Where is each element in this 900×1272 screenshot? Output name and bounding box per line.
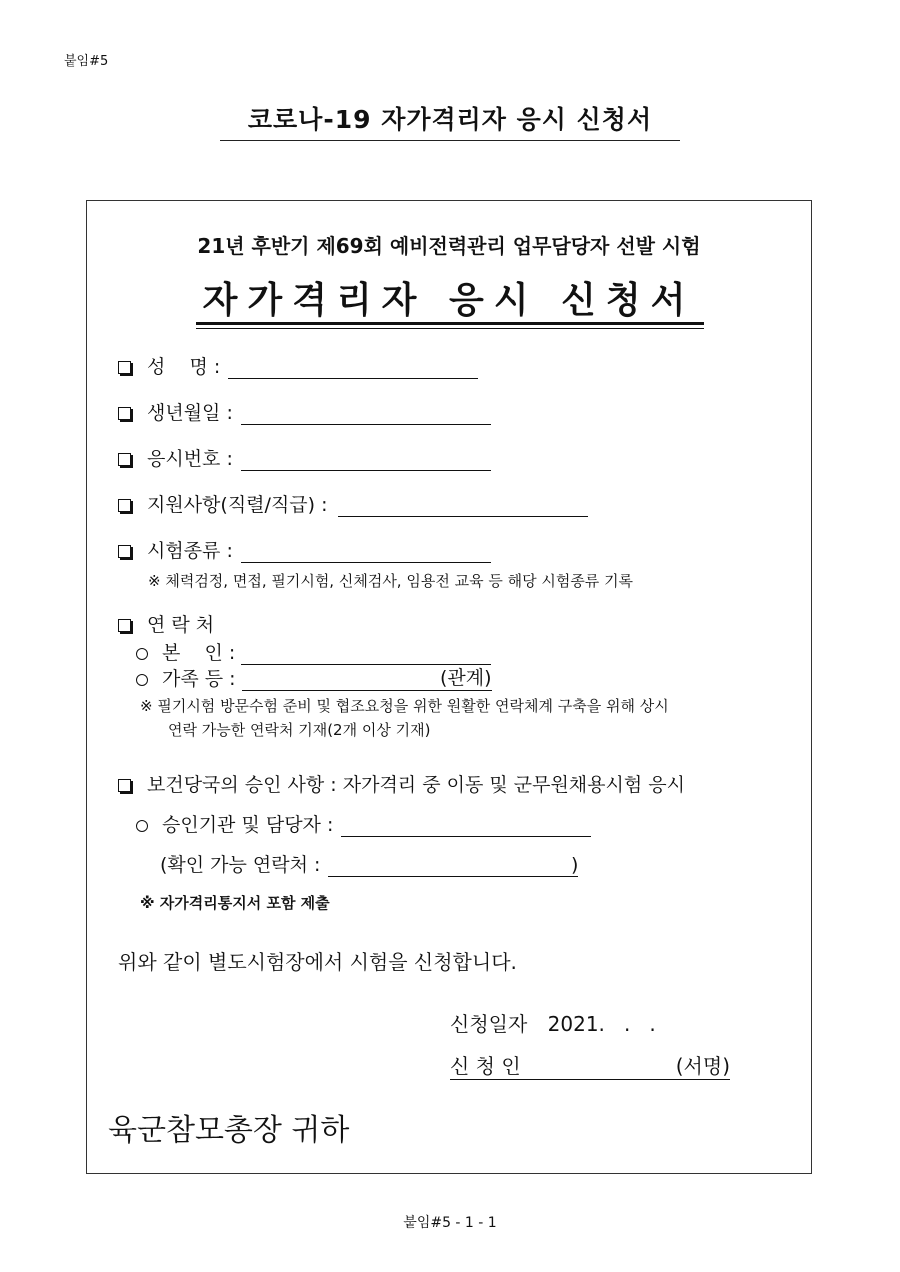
family-contact-field[interactable] xyxy=(242,668,492,691)
signature-label: (서명) xyxy=(675,1054,730,1078)
checkbox-icon xyxy=(118,407,131,420)
contact-note-line2: 연락 가능한 연락처 기재(2개 이상 기재) xyxy=(168,721,431,739)
name-label: 성 명 : xyxy=(147,356,221,378)
exam-type-label: 시험종류 : xyxy=(147,540,233,562)
exam-type-field[interactable] xyxy=(241,540,491,563)
date-label: 신청일자 xyxy=(450,1012,528,1036)
submit-note: ※ 자가격리통지서 포함 제출 xyxy=(140,894,330,912)
application-date-row xyxy=(450,1008,656,1037)
approval-phone-field[interactable] xyxy=(328,854,578,877)
approval-label: 보건당국의 승인 사항 : 자가격리 중 이동 및 군무원채용시험 응시 xyxy=(147,774,685,796)
family-contact-row xyxy=(136,664,492,691)
form-title: 자가격리자 응시 신청서 xyxy=(202,280,696,321)
circle-bullet-icon xyxy=(136,648,148,660)
self-contact-row xyxy=(136,638,491,665)
approval-agency-field[interactable] xyxy=(341,814,591,837)
birth-label: 생년월일 : xyxy=(147,402,233,424)
position-row xyxy=(118,490,588,517)
approval-row xyxy=(118,770,685,797)
name-row xyxy=(118,352,478,379)
name-field[interactable] xyxy=(228,356,478,379)
approval-phone-close: ) xyxy=(571,854,579,876)
contact-label: 연 락 처 xyxy=(147,614,215,636)
relation-label: (관계) xyxy=(440,667,492,689)
circle-bullet-icon xyxy=(136,820,148,832)
applicant-label: 신 청 인 xyxy=(450,1054,521,1078)
exam-number-field[interactable] xyxy=(241,448,491,471)
contact-note-line1: ※ 필기시험 방문수험 준비 및 협조요청을 위한 원활한 연락체계 구축을 위해 상시 xyxy=(140,697,669,715)
declaration-text: 위와 같이 별도시험장에서 시험을 신청합니다. xyxy=(118,950,517,974)
contact-row xyxy=(118,610,214,637)
applicant-row[interactable] xyxy=(450,1050,730,1080)
date-value[interactable]: 2021. . . xyxy=(547,1012,656,1036)
exam-type-row xyxy=(118,536,491,563)
checkbox-icon xyxy=(118,779,131,792)
page-footer: 붙임#5 - 1 - 1 xyxy=(403,1215,497,1231)
approval-phone-label: (확인 가능 연락처 : xyxy=(160,854,321,876)
checkbox-icon xyxy=(118,619,131,632)
form-title-rule-thick xyxy=(196,322,704,325)
position-label: 지원사항(직렬/직급) : xyxy=(147,494,328,516)
exam-number-label: 응시번호 : xyxy=(147,448,233,470)
document-title: 코로나-19 자가격리자 응시 신청서 xyxy=(247,105,653,134)
exam-title: 21년 후반기 제69회 예비전력관리 업무담당자 선발 시험 xyxy=(197,234,701,258)
checkbox-icon xyxy=(118,361,131,374)
addressee: 육군참모총장 귀하 xyxy=(108,1113,350,1148)
self-contact-field[interactable] xyxy=(241,642,491,665)
contact-note xyxy=(140,694,810,742)
checkbox-icon xyxy=(118,545,131,558)
exam-type-note: ※ 체력검정, 면접, 필기시험, 신체검사, 임용전 교육 등 해당 시험종류 기록 xyxy=(148,572,634,590)
exam-number-row xyxy=(118,444,491,471)
approval-phone-row xyxy=(160,850,578,877)
self-label: 본 인 : xyxy=(162,642,236,664)
approval-agency-row xyxy=(136,810,591,837)
form-title-rule-thin xyxy=(196,328,704,329)
checkbox-icon xyxy=(118,499,131,512)
checkbox-icon xyxy=(118,453,131,466)
birth-row xyxy=(118,398,491,425)
approval-agency-label: 승인기관 및 담당자 : xyxy=(162,814,334,836)
family-label: 가족 등 : xyxy=(162,668,236,690)
circle-bullet-icon xyxy=(136,674,148,686)
birth-field[interactable] xyxy=(241,402,491,425)
position-field[interactable] xyxy=(338,494,588,517)
title-underline xyxy=(220,140,680,141)
attachment-label: 붙임#5 xyxy=(64,54,109,69)
